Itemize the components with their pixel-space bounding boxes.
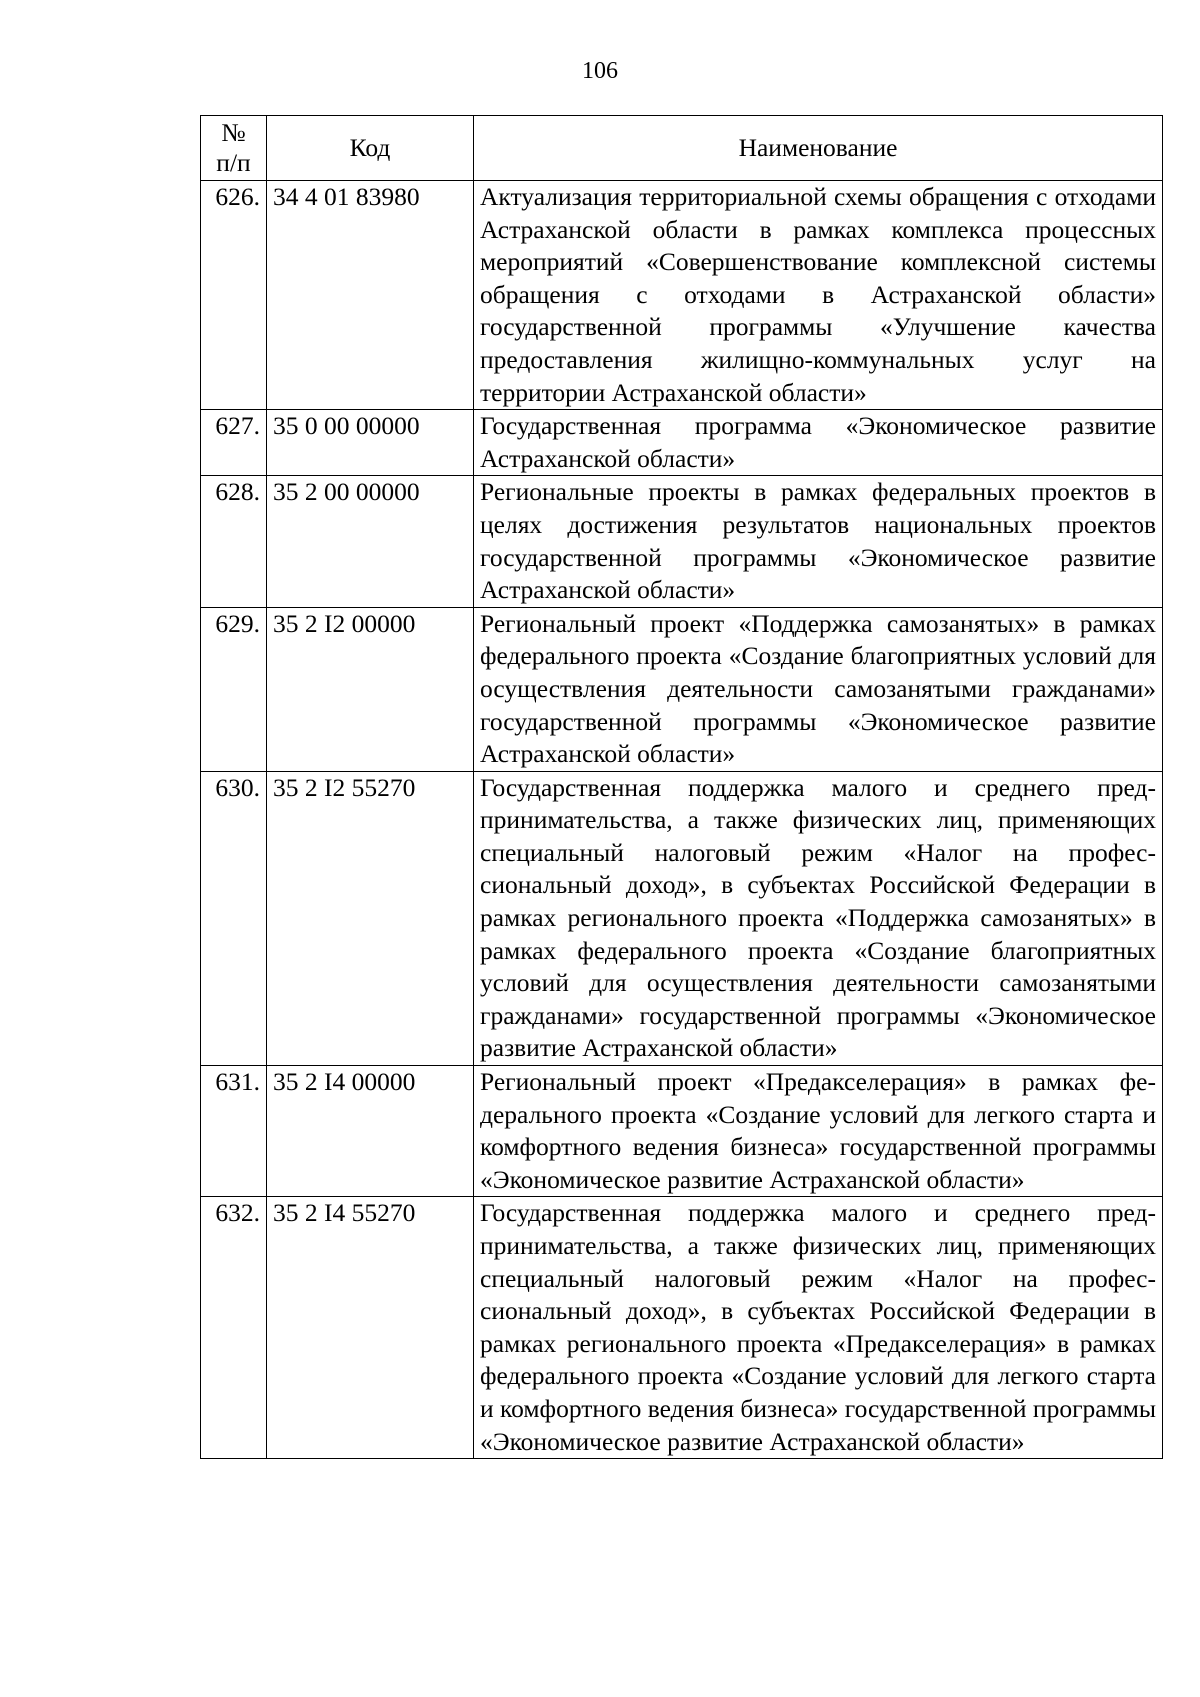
budget-code-table bbox=[200, 115, 1163, 1459]
row-name: Региональные проекты в рамках федеральных проектов в целях достижения результатов национальных проектов государственной программы «Экономическое развитие Астраханской области» bbox=[474, 476, 1163, 607]
row-number: 629. bbox=[201, 607, 267, 771]
row-code: 35 2 I2 00000 bbox=[267, 607, 474, 771]
header-row bbox=[201, 116, 1163, 181]
row-number: 632. bbox=[201, 1197, 267, 1459]
table-header bbox=[201, 116, 1163, 181]
row-code: 35 2 I4 00000 bbox=[267, 1066, 474, 1197]
header-name: Наименование bbox=[474, 116, 1163, 181]
row-code: 35 2 I2 55270 bbox=[267, 771, 474, 1065]
row-code: 35 0 00 00000 bbox=[267, 410, 474, 476]
row-number: 630. bbox=[201, 771, 267, 1065]
header-number-abbrev: п/п bbox=[216, 148, 251, 177]
header-number-symbol: № bbox=[221, 118, 246, 147]
row-name: Региональный проект «Предакселерация» в рамках федерального проекта «Создание условий для легкого старта и комфортного ведения бизнеса» государственной программы «Экономическое развитие Астраханской области» bbox=[474, 1066, 1163, 1197]
row-code: 35 2 I4 55270 bbox=[267, 1197, 474, 1459]
row-name: Государственная поддержка малого и среднего предпринимательства, а также физических лиц, применяющих специальный налоговый режим «Налог на профессиональный доход», в субъектах Российской Федерации в рамках регионального проекта «Предакселерация» в рамках федерального проекта «Создание условий для легкого старта и комфортного ведения бизнеса» государственной программы «Экономическое развитие Астраханской области» bbox=[474, 1197, 1163, 1459]
row-code: 34 4 01 83980 bbox=[267, 181, 474, 410]
table-row bbox=[201, 1066, 1163, 1197]
table-body bbox=[201, 181, 1163, 1459]
row-number: 628. bbox=[201, 476, 267, 607]
row-number: 631. bbox=[201, 1066, 267, 1197]
row-code: 35 2 00 00000 bbox=[267, 476, 474, 607]
page-number: 106 bbox=[582, 58, 618, 84]
header-code: Код bbox=[267, 116, 474, 181]
row-name: Государственная поддержка малого и среднего предпринимательства, а также физических лиц, применяющих специальный налоговый режим «Налог на профессиональный доход», в субъектах Российской Федерации в рамках регионального проекта «Поддержка самозанятых» в рамках федерального проекта «Создание благоприятных условий для осуществления деятельности самозанятыми гражданами» государственной программы «Экономическое развитие Астраханской области» bbox=[474, 771, 1163, 1065]
table-row bbox=[201, 771, 1163, 1065]
row-number: 627. bbox=[201, 410, 267, 476]
table-row bbox=[201, 1197, 1163, 1459]
table-row bbox=[201, 181, 1163, 410]
table-row bbox=[201, 410, 1163, 476]
table-row bbox=[201, 607, 1163, 771]
row-name: Актуализация территориальной схемы обращения с отходами Астраханской области в рамках комплекса процессных мероприятий «Совершенствование комплексной системы обращения с отходами в Астраханской области» государственной программы «Улучшение качества предоставления жилищно-коммунальных услуг на территории Астраханской области» bbox=[474, 181, 1163, 410]
table-row bbox=[201, 476, 1163, 607]
header-number bbox=[201, 116, 267, 181]
row-name: Региональный проект «Поддержка самозанятых» в рамках федерального проекта «Создание благоприятных условий для осуществления деятельности самозанятыми гражданами» государственной программы «Экономическое развитие Астраханской области» bbox=[474, 607, 1163, 771]
row-name: Государственная программа «Экономическое развитие Астраханской области» bbox=[474, 410, 1163, 476]
row-number: 626. bbox=[201, 181, 267, 410]
